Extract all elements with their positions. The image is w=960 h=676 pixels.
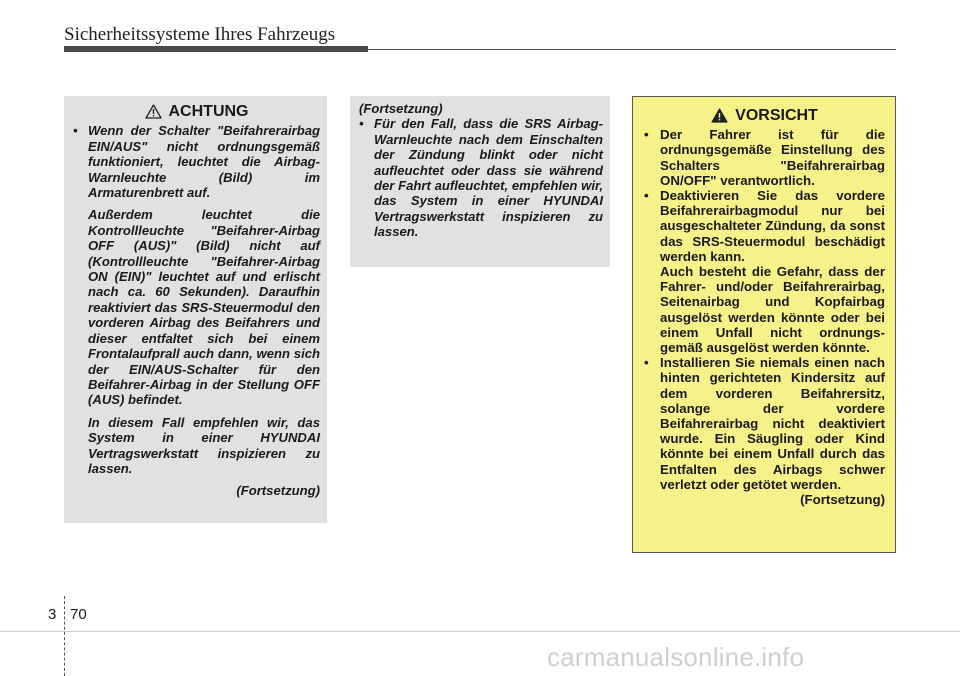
footer-divider	[64, 596, 65, 676]
page-number: 70	[70, 606, 87, 623]
continued-warning-box	[350, 96, 610, 267]
continued-heading: (Fortsetzung)	[359, 101, 443, 116]
achtung-bullet-1: • Wenn der Schalter "Beifahrerairbag EIN/AUS" nicht ordnungsgemäß funktioniert, leuchtet die Airbag-Warnleuchte (Bild) im Armaturenbrett auf.	[73, 123, 320, 200]
achtung-warning-box	[64, 96, 327, 523]
achtung-title-row	[73, 104, 320, 119]
header-rule	[368, 49, 896, 50]
footer-rule	[0, 631, 960, 632]
vorsicht-bullet-3: • Installieren Sie niemals einen nach hinten gerichteten Kindersitz auf dem vorderen Beifahrersitz, solange der vordere Beifahrerairbag nicht deaktiviert wurde. Ein Säugling oder Kind könnte bei einem Unfall durch das Entfalten des Airbags schwer verletzt oder getötet werden.	[644, 355, 885, 492]
vorsicht-caution-box	[632, 96, 896, 553]
chapter-number: 3	[48, 606, 57, 623]
warning-outline-icon	[145, 104, 162, 119]
page-header-title: Sicherheitssysteme Ihres Fahrzeugs	[64, 24, 336, 45]
vorsicht-bullet-2: • Deaktivieren Sie das vordere Beifahrerairbagmodul nur bei ausgeschalteter Zündung, da sonst das SRS-Steuermodul beschädigt werden kann.	[644, 188, 885, 264]
achtung-paragraph-3: In diesem Fall empfehlen wir, das System in einer HYUNDAI Vertragswerkstatt inspizieren zu lassen.	[88, 414, 320, 476]
achtung-title: ACHTUNG	[168, 103, 249, 120]
achtung-paragraph-2: Außerdem leuchtet die Kontrollleuchte "Beifahrer-Airbag OFF (AUS)" (Bild) nicht auf (Kontrollleuchte "Beifahrer-Airbag ON (EIN)" leuchtet auf und erlischt nach ca. 60 Sekunden). Daraufhin reaktiviert das SRS-Steuermodul den vorderen Airbag des Beifahrers und dieser entfaltet sich bei einem Frontalaufprall auch dann, wenn sich der EIN/AUS-Schalter für den Beifahrer-Airbag in der Stellung OFF (AUS) befindet.	[88, 207, 320, 408]
continued-bullet-1: • Für den Fall, dass die SRS Airbag-Warnleuchte nach dem Einschalten der Zündung blinkt oder nicht aufleuchtet oder dass sie während der Fahrt aufleuchtet, empfehlen wir, das System in einer HYUNDAI Vertragswerkstatt inspizieren zu lassen.	[359, 116, 603, 239]
vorsicht-continued: (Fortsetzung)	[800, 492, 885, 508]
vorsicht-title-row	[644, 108, 885, 123]
vorsicht-bullet-2-continued: Auch besteht die Gefahr, dass der Fahrer- und/oder Beifahrerairbag, Seitenairbag und Kopfairbag ausgelöst werden könnte oder bei einem Unfall nicht ordnungs-gemäß ausgelöst werden könnte.	[660, 264, 885, 356]
warning-filled-icon	[711, 108, 728, 123]
vorsicht-bullet-1: • Der Fahrer ist für die ordnungsgemäße Einstellung des Schalters "Beifahrerairbag ON/OFF" verantwortlich.	[644, 127, 885, 188]
achtung-continued: (Fortsetzung)	[236, 483, 320, 499]
header-bar	[64, 46, 368, 52]
vorsicht-title: VORSICHT	[735, 107, 818, 124]
watermark-text: carmanualsonline.info	[547, 642, 805, 672]
